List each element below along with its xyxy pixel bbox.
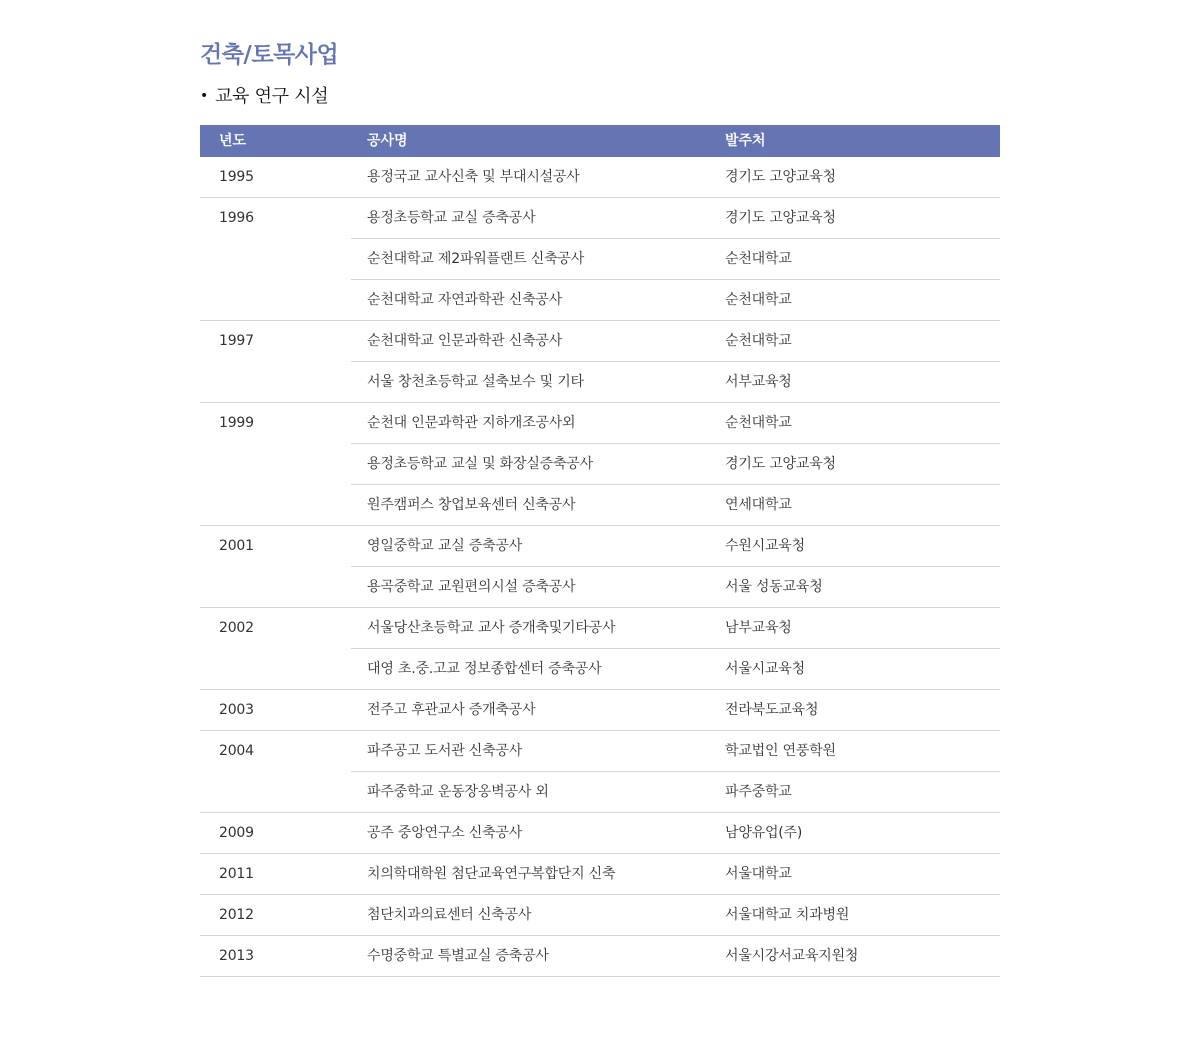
year-cell: 1996 [200, 198, 351, 321]
table-row [200, 321, 1000, 362]
table-row [200, 690, 1000, 731]
table-row [200, 936, 1000, 977]
year-cell: 2009 [200, 813, 351, 854]
year-cell: 2012 [200, 895, 351, 936]
year-cell: 2001 [200, 526, 351, 608]
project-name-cell: 전주고 후관교사 증개축공사 [351, 690, 709, 731]
client-cell: 남양유업(주) [709, 813, 1000, 854]
client-cell: 수원시교육청 [709, 526, 1000, 567]
client-cell: 파주중학교 [709, 772, 1000, 813]
client-cell: 연세대학교 [709, 485, 1000, 526]
section-title-text: 교육 연구 시설 [214, 86, 329, 107]
table-row [200, 608, 1000, 649]
project-name-cell: 대영 초.중.고교 정보종합센터 증축공사 [351, 649, 709, 690]
table-row [200, 526, 1000, 567]
table-row [200, 813, 1000, 854]
year-cell: 2011 [200, 854, 351, 895]
project-name-cell: 서울당산초등학교 교사 증개축및기타공사 [351, 608, 709, 649]
client-cell: 서울 성동교육청 [709, 567, 1000, 608]
client-cell: 학교법인 연풍학원 [709, 731, 1000, 772]
table-row [200, 854, 1000, 895]
project-name-cell: 영일중학교 교실 증축공사 [351, 526, 709, 567]
table-header-row [200, 125, 1000, 157]
project-name-cell: 치의학대학원 첨단교육연구복합단지 신축 [351, 854, 709, 895]
table-row [200, 157, 1000, 198]
table-row [200, 731, 1000, 772]
year-cell: 2004 [200, 731, 351, 813]
project-table [200, 125, 1000, 977]
table-body [200, 157, 1000, 977]
year-cell: 2002 [200, 608, 351, 690]
project-name-cell: 순천대학교 제2파워플랜트 신축공사 [351, 239, 709, 280]
column-header-name: 공사명 [367, 133, 408, 149]
year-cell: 2013 [200, 936, 351, 977]
content-wrapper [200, 38, 1000, 964]
client-cell: 서울대학교 [709, 854, 1000, 895]
column-header-year: 년도 [219, 133, 247, 149]
page-title: 건축/토목사업 [200, 42, 339, 68]
client-cell: 순천대학교 [709, 403, 1000, 444]
client-cell: 서울대학교 치과병원 [709, 895, 1000, 936]
bullet-icon: • [200, 88, 208, 104]
project-name-cell: 파주중학교 운동장옹벽공사 외 [351, 772, 709, 813]
section-title [200, 82, 1000, 110]
year-cell: 1999 [200, 403, 351, 526]
project-name-cell: 용정초등학교 교실 증축공사 [351, 198, 709, 239]
project-name-cell: 용정초등학교 교실 및 화장실증축공사 [351, 444, 709, 485]
client-cell: 전라북도교육청 [709, 690, 1000, 731]
project-name-cell: 순천대 인문과학관 지하개조공사외 [351, 403, 709, 444]
client-cell: 경기도 고양교육청 [709, 157, 1000, 198]
column-header-client: 발주처 [725, 133, 766, 149]
project-name-cell: 용곡중학교 교원편의시설 증축공사 [351, 567, 709, 608]
client-cell: 경기도 고양교육청 [709, 444, 1000, 485]
project-name-cell: 파주공고 도서관 신축공사 [351, 731, 709, 772]
project-name-cell: 순천대학교 인문과학관 신축공사 [351, 321, 709, 362]
client-cell: 서부교육청 [709, 362, 1000, 403]
project-name-cell: 순천대학교 자연과학관 신축공사 [351, 280, 709, 321]
table-header [200, 125, 1000, 157]
client-cell: 순천대학교 [709, 239, 1000, 280]
client-cell: 순천대학교 [709, 321, 1000, 362]
client-cell: 경기도 고양교육청 [709, 198, 1000, 239]
table-row [200, 403, 1000, 444]
project-name-cell: 서울 창천초등학교 설축보수 및 기타 [351, 362, 709, 403]
project-name-cell: 공주 중앙연구소 신축공사 [351, 813, 709, 854]
table-row [200, 895, 1000, 936]
client-cell: 남부교육청 [709, 608, 1000, 649]
project-name-cell: 수명중학교 특별교실 증축공사 [351, 936, 709, 977]
year-cell: 1995 [200, 157, 351, 198]
year-cell: 2003 [200, 690, 351, 731]
client-cell: 순천대학교 [709, 280, 1000, 321]
project-name-cell: 용정국교 교사신축 및 부대시설공사 [351, 157, 709, 198]
table-row [200, 198, 1000, 239]
project-name-cell: 첨단치과의료센터 신축공사 [351, 895, 709, 936]
year-cell: 1997 [200, 321, 351, 403]
project-name-cell: 원주캠퍼스 창업보육센터 신축공사 [351, 485, 709, 526]
client-cell: 서울시강서교육지원청 [709, 936, 1000, 977]
client-cell: 서울시교육청 [709, 649, 1000, 690]
